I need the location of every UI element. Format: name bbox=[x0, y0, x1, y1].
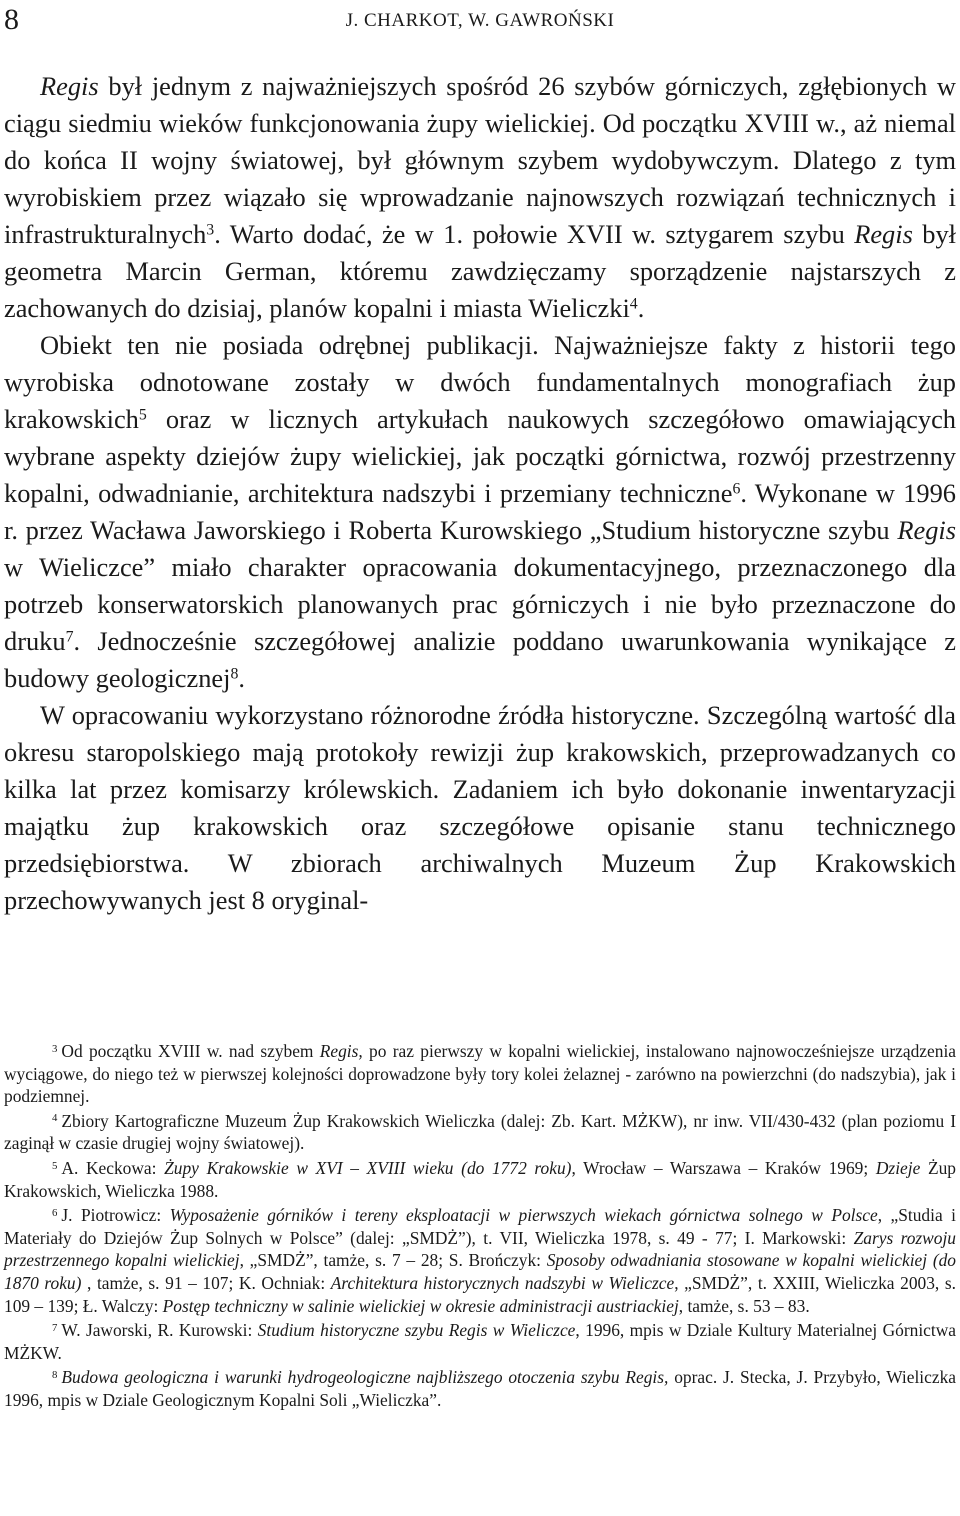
italic-title: Postęp techniczny w salinie wielickiej w okresie administracji austriackiej bbox=[162, 1295, 679, 1316]
footnote-number: 3 bbox=[52, 1042, 58, 1055]
italic-term: Regis bbox=[40, 71, 99, 101]
text-span: W. Jaworski, R. Kurowski: bbox=[61, 1320, 258, 1341]
text-span: J. Piotrowicz: bbox=[61, 1205, 170, 1226]
text-span: , Wrocław – Warszawa – Kraków 1969; bbox=[571, 1157, 876, 1178]
italic-title: Budowa geologiczna i warunki hydrogeologiczne najbliższego otoczenia szybu Regis, bbox=[61, 1367, 669, 1388]
text-span: , „Studia i Materiały do Dziejów Żup Solnych w Polsce” (dalej: „SMDŻ”), t. VII, Wieliczka 1978, s. 49 - 77; I. Markowski: bbox=[4, 1205, 956, 1248]
text-span: W opracowaniu wykorzystano różnorodne źródła historyczne. Szczególną wartość dla okresu staropolskiego mają protokoły rewizji żup krakowskich, przeprowadzanych co kilka lat przez komisarzy królewskich. Zadaniem ich było dokonanie inwentaryzacji majątku żup krakowskich oraz szczegółowe opisanie stanu technicznego przedsiębiorstwa. W zbiorach archiwalnych Muzeum Żup Krakowskich przechowywanych jest 8 oryginal- bbox=[4, 700, 956, 915]
footnote-7 bbox=[4, 1319, 956, 1364]
text-span: , „SMDŻ”, t. XXIII, Wieliczka 2003, s. 109 – 139; Ł. Walczy: bbox=[4, 1272, 956, 1316]
text-span: oprac. J. Stecka, J. Przybyło, Wieliczka 1996, mpis w Dziale Geologicznym Kopalni Soli „Wieliczka”. bbox=[4, 1367, 956, 1410]
italic-title: Architektura historycznych nadszybi w Wieliczce bbox=[330, 1272, 675, 1293]
italic-title: Zarys rozwoju przestrzennego kopalni wielickiej bbox=[4, 1227, 956, 1271]
text-span: Żup Krakowskich, Wieliczka 1988. bbox=[4, 1157, 956, 1201]
text-span: , „SMDŻ”, tamże, s. 7 – 28; S. Brończyk: bbox=[239, 1250, 547, 1271]
paragraph-3 bbox=[4, 697, 956, 919]
footnote-3 bbox=[4, 1040, 956, 1108]
page-number: 8 bbox=[4, 3, 19, 36]
footnote-number: 8 bbox=[52, 1368, 58, 1381]
footnote-ref-3[interactable]: 3 bbox=[206, 221, 215, 239]
italic-title: Studium historyczne szybu Regis w Wieliczce bbox=[257, 1320, 576, 1341]
text-span: , tamże, s. 91 – 107; K. Ochniak: bbox=[81, 1272, 331, 1293]
text-span: po raz pierwszy w kopalni wielickiej, instalowano najnowocześniejsze urządzenia wyciągowe, do niego też w pierwszej kolejności doprowadzone były tory kolei żelaznej - zarówno na powierzchni (do nadszybia), jak i podziemnej. bbox=[4, 1041, 956, 1107]
footnote-ref-5[interactable]: 5 bbox=[138, 406, 147, 424]
footnote-number: 7 bbox=[52, 1321, 58, 1334]
italic-title: Wyposażenie górników i tereny eksploatacji w pierwszych wiekach górnictwa solnego w Polsce bbox=[169, 1205, 878, 1226]
text-span: był geometra Marcin German, któremu zawdzięczamy sporządzenie najstarszych z zachowanych do dzisiaj, planów kopalni i miasta Wieliczki bbox=[4, 219, 956, 323]
italic-term: Regis, bbox=[319, 1041, 363, 1061]
footnote-number: 4 bbox=[52, 1112, 58, 1125]
footnote-ref-8[interactable]: 8 bbox=[230, 665, 239, 683]
italic-title: Dzieje bbox=[875, 1157, 921, 1178]
page-header bbox=[4, 2, 956, 38]
footnote-4 bbox=[4, 1110, 956, 1155]
footnote-number: 6 bbox=[52, 1206, 58, 1219]
paragraph-2 bbox=[4, 327, 956, 697]
text-span: . Warto dodać, że w 1. połowie XVII w. sztygarem szybu bbox=[214, 219, 855, 249]
text-span: . bbox=[238, 663, 245, 693]
footnote-ref-6[interactable]: 6 bbox=[732, 480, 741, 498]
text-span: . Wykonane w 1996 r. przez Wacława Jaworskiego i Roberta Kurowskiego „Studium historyczne szybu bbox=[4, 478, 956, 545]
text-span: . Jednocześnie szczegółowej analizie poddano uwarunkowania wynikające z budowy geologicznej bbox=[4, 626, 956, 693]
text-span: . bbox=[637, 293, 645, 323]
text-span: , tamże, s. 53 – 83. bbox=[678, 1295, 810, 1316]
footnote-5 bbox=[4, 1157, 956, 1202]
italic-title: Żupy Krakowskie w XVI – XVIII wieku (do 1772 roku) bbox=[164, 1157, 572, 1178]
italic-term: Regis bbox=[897, 515, 956, 545]
text-span: w Wieliczce” miało charakter opracowania dokumentacyjnego, przeznaczonego dla potrzeb konserwatorskich planowanych prac górniczych i nie było przeznaczone do druku bbox=[4, 552, 956, 656]
text-span: A. Keckowa: bbox=[61, 1157, 165, 1178]
italic-title: Sposoby odwadniania stosowane w kopalni wielickiej (do 1870 roku) bbox=[4, 1250, 956, 1293]
text-span: Zbiory Kartograficzne Muzeum Żup Krakowskich Wieliczka (dalej: Zb. Kart. MŻKW), nr inw. VII/430-432 (plan poziomu I zaginął w czasie drugiej wojny światowej). bbox=[4, 1110, 956, 1154]
footnote-number: 5 bbox=[52, 1159, 58, 1172]
italic-term: Regis bbox=[854, 219, 913, 249]
running-head: J. CHARKOT, W. GAWROŃSKI bbox=[345, 10, 615, 31]
text-span: , 1996, mpis w Dziale Kultury Materialnej Górnictwa MŻKW. bbox=[4, 1320, 957, 1363]
paragraph-1 bbox=[4, 68, 956, 327]
text-span: Obiekt ten nie posiada odrębnej publikacji. Najważniejsze fakty z historii tego wyrobiska odnotowane zostały w dwóch fundamentalnych monografiach żup krakowskich bbox=[4, 330, 956, 434]
footnote-8 bbox=[4, 1366, 956, 1411]
footnote-ref-7[interactable]: 7 bbox=[65, 628, 74, 646]
footnote-ref-4[interactable]: 4 bbox=[629, 295, 638, 313]
text-span: oraz w licznych artykułach naukowych szczegółowo omawiających wybrane aspekty dziejów żupy wielickiej, jak początki górnictwa, rozwój przestrzenny kopalni, odwadnianie, architektura nadszybi i przemiany techniczne bbox=[4, 404, 956, 508]
text-span: Od początku XVIII w. nad szybem bbox=[61, 1041, 320, 1061]
text-span: był jednym z najważniejszych spośród 26 szybów górniczych, zgłębionych w ciągu siedmiu wieków funkcjonowania żupy wielickiej. Od początku XVIII w., aż niemal do końca II wojny światowej, był głównym szybem wydobywczym. Dlatego z tym wyrobiskiem przez wiązało się wprowadzanie najnowszych rozwiązań technicznych i infrastrukturalnych bbox=[4, 71, 956, 249]
main-text bbox=[4, 68, 956, 919]
footnotes bbox=[4, 1040, 956, 1412]
footnote-6 bbox=[4, 1204, 956, 1317]
